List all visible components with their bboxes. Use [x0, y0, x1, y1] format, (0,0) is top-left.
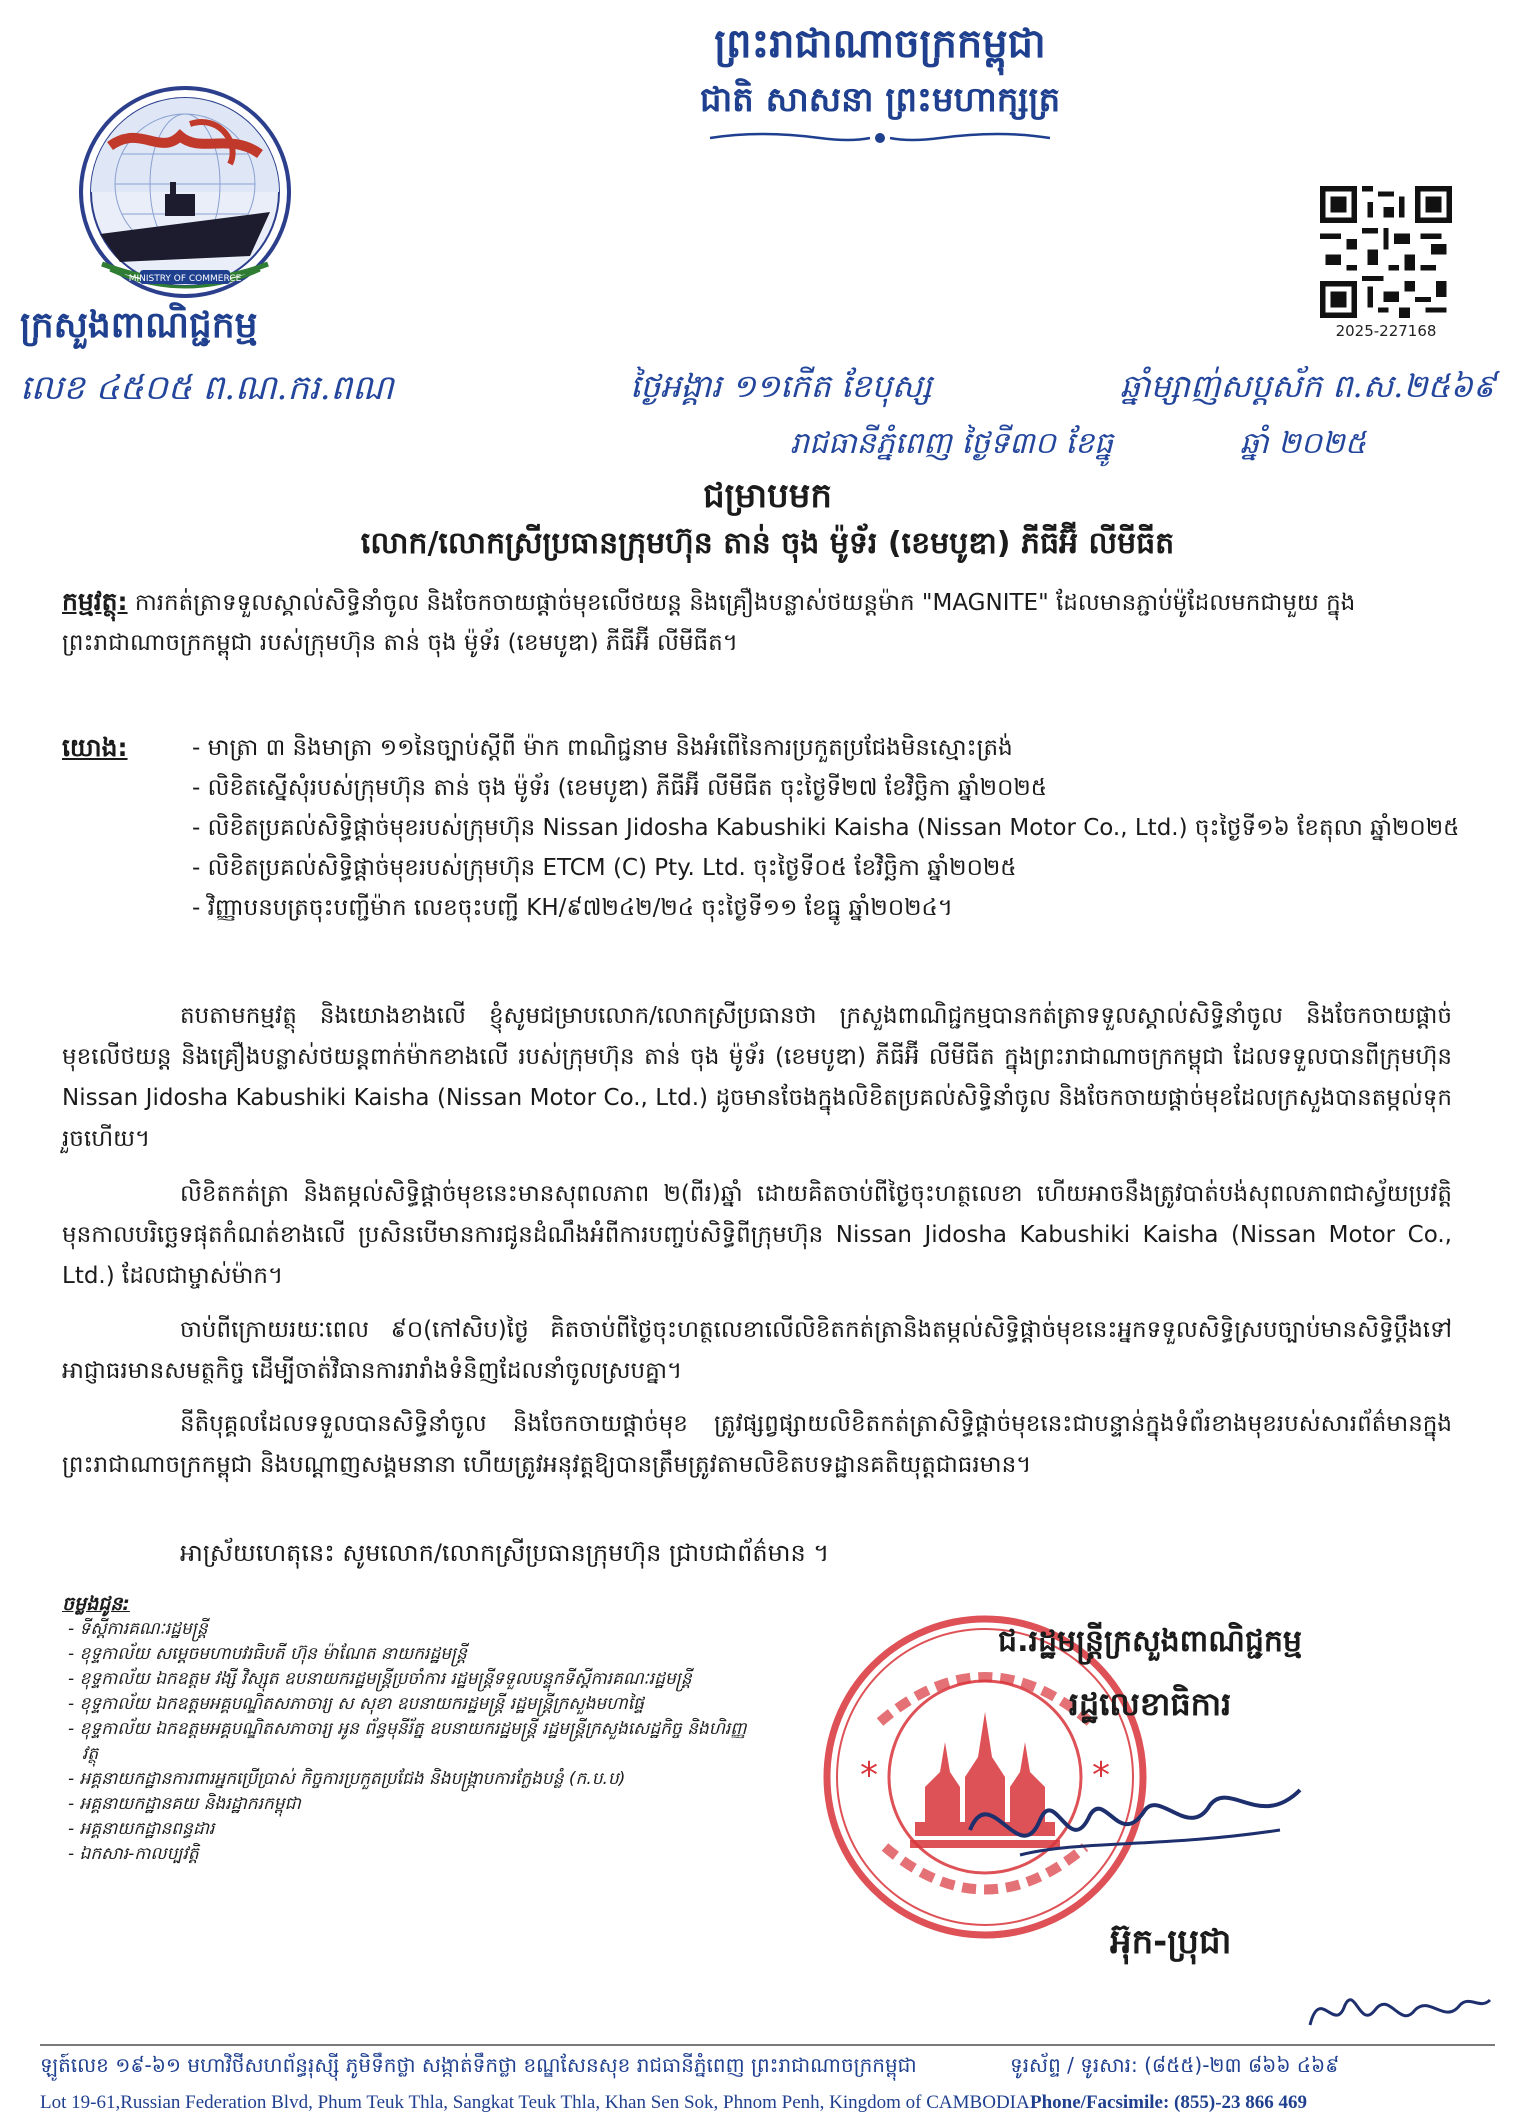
body-paragraph: លិខិតកត់ត្រា និងតម្កល់សិទ្ធិផ្តាច់មុខនេះមានសុពលភាព ២(ពីរ)ឆ្នាំ ដោយគិតចាប់ពីថ្ងៃចុះហត្ថលេខា ហើយអាចនឹងត្រូវបាត់បង់សុពលភាពជាស្វ័យប្រវត្តិមុនកាលបរិច្ឆេទផុតកំណត់ខាងលើ ប្រសិនបើមានការជូនដំណឹងអំពីការបញ្ចប់សិទ្ធិពីក្រុមហ៊ុន Nissan Jidosha Kabushiki Kaisha (Nissan Motor Co., Ltd.) ដែលជាម្ចាស់ម៉ាក។	[62, 1181, 1452, 1289]
signatory-title: ជ.រដ្ឋមន្ត្រីក្រសួងពាណិជ្ជកម្ម	[998, 1624, 1302, 1659]
gregorian-date: រាជធានីភ្នំពេញ ថ្ងៃទី៣០ ខែធ្នូ	[790, 426, 1114, 461]
footer-address-khmer: ឡូត៍លេខ ១៩-៦១ មហាវិថីសហព័ន្ធរុស្ស៊ី ភូមិទឹកថ្លា សង្កាត់ទឹកថ្លា ខណ្ឌសែនសុខ រាជធានីភ្នំពេញ ព្រះរាជាណាចក្រកម្ពុជា	[40, 2053, 917, 2077]
ornament-divider-icon	[700, 128, 1060, 148]
reference-item: - លិខិតប្រគល់សិទ្ធិផ្តាច់មុខរបស់ក្រុមហ៊ុន Nissan Jidosha Kabushiki Kaisha (Nissan Motor Co., Ltd.) ចុះថ្ងៃទី១៦ ខែតុលា ឆ្នាំ២០២៥	[192, 815, 1460, 841]
gregorian-year: ឆ្នាំ ២០២៥	[1240, 426, 1366, 461]
svg-text:*: *	[1092, 1755, 1110, 1796]
references-list	[192, 728, 1462, 928]
cc-item: - ខុទ្ទកាល័យ ឯកឧត្តមអគ្គបណ្ឌិតសភាចារ្យ ស សុខា ឧបនាយករដ្ឋមន្ត្រី រដ្ឋមន្ត្រីក្រសួងមហាផ្ទៃ	[68, 1694, 644, 1714]
references-section	[62, 728, 1462, 928]
reference-item: - លិខិតប្រគល់សិទ្ធិផ្តាច់មុខរបស់ក្រុមហ៊ុន ETCM (C) Pty. Ltd. ចុះថ្ងៃទី០៥ ខែវិច្ឆិកា ឆ្នាំ២០២៥	[192, 855, 1017, 881]
body-paragraph: ចាប់ពីក្រោយរយៈពេល ៩០(កៅសិប)ថ្ងៃ គិតចាប់ពីថ្ងៃចុះហត្ថលេខាលើលិខិតកត់ត្រានិងតម្កល់សិទ្ធិផ្តាច់មុខនេះអ្នកទទួលសិទ្ធិស្របច្បាប់មានសិទ្ធិប្តឹងទៅអាជ្ញាធរមានសមត្ថកិច្ច ដើម្បីចាត់វិធានការរារាំងទំនិញដែលនាំចូលស្របគ្នា។	[62, 1317, 1452, 1384]
footer-divider	[40, 2044, 1495, 2046]
signatory-name: អ៊ុក-ប្រុជា	[1110, 1922, 1232, 1962]
cc-item: - អគ្គនាយកដ្ឋានគយ និងរដ្ឋាករកម្ពុជា	[68, 1794, 301, 1814]
letter-recipient: លោក/លោកស្រីប្រធានក្រុមហ៊ុន តាន់ ចុង ម៉ូទ័រ (ខេមបូឌា) ភីធីអ៊ី លីមីធីត	[360, 526, 1175, 561]
qr-code-icon	[1320, 186, 1452, 318]
initials-icon	[1300, 1980, 1500, 2040]
reference-number: លេខ ៤៥០៥ ព.ណ.ករ.ពណ	[20, 368, 394, 408]
cc-item: - ខុទ្ទកាល័យ ឯកឧត្តម វង្សី វិស្សុត ឧបនាយករដ្ឋមន្ត្រីប្រចាំការ រដ្ឋមន្ត្រីទទួលបន្ទុកទីស្តីការគណៈរដ្ឋមន្ត្រី	[68, 1669, 692, 1689]
subject-text: ការកត់ត្រាទទួលស្គាល់សិទ្ធិនាំចូល និងចែកចាយផ្តាច់មុខលើថយន្ត និងគ្រឿងបន្លាស់ថយន្តម៉ាក "MAGNITE" ដែលមានភ្ជាប់ម៉ូដែលមកជាមួយ ក្នុងព្រះរាជាណាចក្រកម្ពុជា របស់ក្រុមហ៊ុន តាន់ ចុង ម៉ូទ័រ (ខេមបូឌា) ភីធីអ៊ី លីមីធីត។	[62, 590, 1356, 656]
cc-title: ចម្លងជូន:	[62, 1593, 130, 1615]
buddhist-year: ឆ្នាំម្សាញ់សប្តស័ក ព.ស.២៥៦៩	[1120, 367, 1496, 405]
cc-list	[62, 1592, 762, 1867]
footer-phone-english: Phone/Facsimile: (855)-23 866 469	[1030, 2092, 1308, 2113]
cc-item: - ទីស្តីការគណៈរដ្ឋមន្ត្រី	[68, 1619, 208, 1639]
kingdom-heading: ព្រះរាជាណាចក្រកម្ពុជា	[714, 21, 1046, 67]
handwritten-signature-icon	[960, 1760, 1320, 1890]
cc-item: - ខុទ្ទកាល័យ សម្តេចមហាបវរធិបតី ហ៊ុន ម៉ាណែត នាយករដ្ឋមន្ត្រី	[68, 1644, 467, 1664]
letter-title: ជម្រាបមក	[703, 476, 832, 516]
signatory-position: រដ្ឋលេខាធិការ	[1068, 1685, 1232, 1723]
closing-sentence: អាស្រ័យហេតុនេះ សូមលោក/លោកស្រីប្រធានក្រុមហ៊ុន ជ្រាបជាព័ត៌មាន ។	[180, 1539, 830, 1567]
ministry-name: ក្រសួងពាណិជ្ជកម្ម	[20, 305, 258, 346]
lunar-date: ថ្ងៃអង្គារ ១១កើត ខែបុស្ស	[630, 367, 932, 405]
references-label: យោង:	[62, 733, 128, 762]
reference-item: - វិញ្ញាបនបត្រចុះបញ្ជីម៉ាក លេខចុះបញ្ជី KH/៩៧២៤២/២៤ ចុះថ្ងៃទី១១ ខែធ្នូ ឆ្នាំ២០២៤។	[192, 895, 953, 921]
subject-section	[62, 582, 1462, 663]
svg-text:*: *	[860, 1755, 878, 1796]
subject-label: កម្មវត្ថុ:	[62, 587, 128, 616]
cc-item: - អគ្គនាយកដ្ឋានពន្ធដារ	[68, 1819, 215, 1839]
footer-phone-khmer: ទូរស័ព្ទ / ទូរសារ: (៨៥៥)-២៣ ៨៦៦ ៤៦៩	[1010, 2053, 1340, 2077]
footer-address-english: Lot 19-61,Russian Federation Blvd, Phum Teuk Thla, Sangkat Teuk Thla, Khan Sen Sok, Phnom Penh, Kingdom of CAMBODIA	[40, 2092, 1030, 2113]
body-paragraph: តបតាមកម្មវត្ថុ និងយោងខាងលើ ខ្ញុំសូមជម្រាបលោក/លោកស្រីប្រធានថា ក្រសួងពាណិជ្ជកម្មបានកត់ត្រាទទួលស្គាល់សិទ្ធិនាំចូល និងចែកចាយផ្តាច់មុខលើថយន្ត និងគ្រឿងបន្លាស់ថយន្តពាក់ម៉ាកខាងលើ របស់ក្រុមហ៊ុន តាន់ ចុង ម៉ូទ័រ (ខេមបូឌា) ភីធីអ៊ី លីមីធីត ក្នុងព្រះរាជាណាចក្រកម្ពុជា ដែលទទួលបានពីក្រុមហ៊ុន Nissan Jidosha Kabushiki Kaisha (Nissan Motor Co., Ltd.) ដូចមានចែងក្នុងលិខិតប្រគល់សិទ្ធិនាំចូល និងចែកចាយផ្តាច់មុខដែលក្រសួងបានតម្កល់ទុករួចហើយ។	[62, 1003, 1452, 1152]
ministry-logo-icon	[70, 84, 300, 300]
national-motto: ជាតិ សាសនា ព្រះមហាក្សត្រ	[699, 80, 1061, 120]
cc-item: - ខុទ្ទកាល័យ ឯកឧត្តមអគ្គបណ្ឌិតសភាចារ្យ អូន ព័ន្ធមុនីរ័ត្ន ឧបនាយករដ្ឋមន្ត្រី រដ្ឋមន្ត្រីក្រសួងសេដ្ឋកិច្ច និងហិរញ្ញវត្ថុ	[68, 1719, 747, 1764]
cc-item: - ឯកសារ-កាលប្បវត្តិ	[68, 1844, 199, 1864]
cc-item: - អគ្គនាយកដ្ឋានការពារអ្នកប្រើប្រាស់ កិច្ចការប្រកួតប្រជែង និងបង្ក្រាបការក្លែងបន្លំ (ក.ប.ប)	[68, 1769, 626, 1789]
reference-item: - លិខិតស្នើសុំរបស់ក្រុមហ៊ុន តាន់ ចុង ម៉ូទ័រ (ខេមបូឌា) ភីធីអ៊ី លីមីធីត ចុះថ្ងៃទី២៧ ខែវិច្ឆិកា ឆ្នាំ២០២៥	[192, 775, 1048, 801]
logo-text: MINISTRY OF COMMERCE	[128, 274, 242, 284]
reference-item: - មាត្រា ៣ និងមាត្រា ១១នៃច្បាប់ស្តីពី ម៉ាក ពាណិជ្ជនាម និងអំពើនៃការប្រកួតប្រជែងមិនស្មោះត្រង់	[192, 735, 1013, 761]
qr-code-number: 2025-227168	[1335, 322, 1437, 340]
body-paragraph: នីតិបុគ្គលដែលទទួលបានសិទ្ធិនាំចូល និងចែកចាយផ្តាច់មុខ ត្រូវផ្សព្វផ្សាយលិខិតកត់ត្រាសិទ្ធិផ្តាច់មុខនេះជាបន្ទាន់ក្នុងទំព័រខាងមុខរបស់សារព័ត៌មានក្នុងព្រះរាជាណាចក្រកម្ពុជា និងបណ្តាញសង្គមនានា ហើយត្រូវអនុវត្តឱ្យបានត្រឹមត្រូវតាមលិខិតបទដ្ឋានគតិយុត្តជាធរមាន។	[62, 1411, 1452, 1478]
